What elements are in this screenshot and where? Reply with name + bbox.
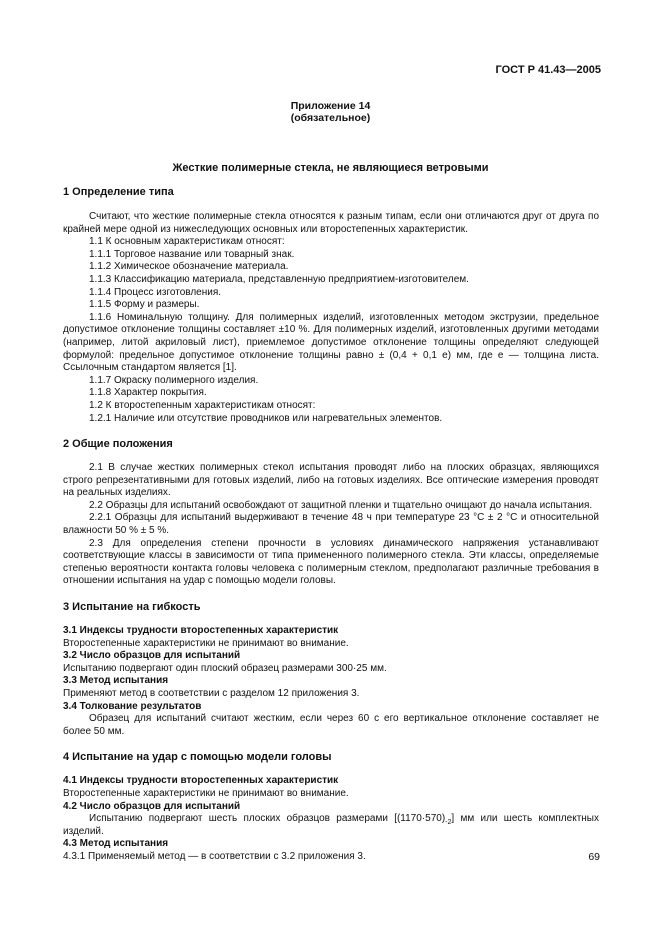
paragraph: 1.1.7 Окраску полимерного изделия. xyxy=(89,374,259,386)
subsection-heading: 3.4 Толкование результатов xyxy=(63,700,202,712)
subsection-heading: 3.3 Метод испытания xyxy=(63,675,169,687)
text-fragment: Испытанию подвергают шесть плоских образцов размерами [(1170·570) xyxy=(89,813,446,825)
paragraph: Образец для испытаний считают жестким, если через 60 с его вертикальное отклонение составляет не более 50 мм. xyxy=(63,713,599,737)
paragraph: 2.2 Образцы для испытаний освобождают от защитной пленки и тщательно очищают до начала испытания. xyxy=(89,499,593,511)
subsection-heading: 4.2 Число образцов для испытаний xyxy=(63,800,241,812)
paragraph: 1.2 К второстепенным характеристикам относят: xyxy=(89,399,316,411)
paragraph: Испытанию подвергают один плоский образец размерами 300·25 мм. xyxy=(63,662,387,674)
section-1-heading: 1 Определение типа xyxy=(63,186,174,198)
subsection-heading: 3.1 Индексы трудности второстепенных характеристик xyxy=(63,625,339,637)
paragraph: 1.1.8 Характер покрытия. xyxy=(89,387,207,399)
appendix-kind: (обязательное) xyxy=(290,112,371,124)
document-title: Жесткие полимерные стекла, не являющиеся ветровыми xyxy=(172,162,489,174)
paragraph: 1.1 К основным характеристикам относят: xyxy=(89,236,285,248)
paragraph xyxy=(63,813,599,838)
paragraph: 1.1.6 Номинальную толщину. Для полимерных изделий, изготовленных методом экструзии, предельное допустимое отклонение толщины составляет ±10 %. Для полимерных изделий, изготовленных другими методами (например, литой акриловый лист), приемлемое допустимое отклонение толщины определяют следующей формулой: предельное допустимое отклонение толщины равно ± (0,4 + 0,1 е) мм, где е — толщина листа. Ссылочным стандартом является [1]. xyxy=(63,311,599,374)
subscript: -2 xyxy=(445,819,452,827)
section-4-heading: 4 Испытание на удар с помощью модели головы xyxy=(63,751,332,764)
paragraph: 2.2.1 Образцы для испытаний выдерживают в течение 48 ч при температуре 23 °C ± 2 °C и относительной влажности 50 % ± 5 %. xyxy=(63,512,599,537)
paragraph: 4.3.1 Применяемый метод — в соответствии с 3.2 приложения 3. xyxy=(63,850,366,862)
paragraph: 1.1.4 Процесс изготовления. xyxy=(89,286,222,298)
subsection-heading: 4.1 Индексы трудности второстепенных характеристик xyxy=(63,775,339,787)
paragraph: Считают, что жесткие полимерные стекла относятся к разным типам, если они отличаются друг от друга по крайней мере одной из нижеследующих основных или второстепенных характеристик. xyxy=(63,211,599,235)
standard-number: ГОСТ Р 41.43—2005 xyxy=(495,64,601,76)
paragraph: 2.1 В случае жестких полимерных стекол испытания проводят либо на плоских образцах, являющихся строго репрезентативными для готовых изделий, либо на готовых изделиях. Все оптические измерения проводят на реальных изделиях. xyxy=(63,462,599,499)
section-2-heading: 2 Общие положения xyxy=(63,438,173,451)
paragraph: Второстепенные характеристики не принимают во внимание. xyxy=(63,787,349,799)
appendix-title: Приложение 14 xyxy=(290,100,371,112)
document-body xyxy=(63,186,599,864)
appendix-heading xyxy=(0,100,661,124)
paragraph: 2.3 Для определения степени прочности в условиях динамического напряжения устанавливают соответствующие классы в зависимости от типа примененного полимерного стекла. Эти классы, определяемые степенью вероятности контакта головы человека с полимерным стеклом, предполагают различные требования в отношении испытания на удар с помощью модели головы. xyxy=(63,537,599,587)
text-fragment: ] мм или шесть комплектных изделий. xyxy=(63,813,599,837)
page-number: 69 xyxy=(588,851,600,863)
section-3-heading: 3 Испытание на гибкость xyxy=(63,601,201,614)
paragraph: 1.1.5 Форму и размеры. xyxy=(89,299,200,311)
paragraph: 1.1.1 Торговое название или товарный знак. xyxy=(89,248,295,260)
subsection-heading: 3.2 Число образцов для испытаний xyxy=(63,650,241,662)
paragraph: 1.1.3 Классификацию материала, представленную предприятием-изготовителем. xyxy=(89,273,469,285)
paragraph: Применяют метод в соответствии с разделом 12 приложения 3. xyxy=(63,688,360,699)
paragraph: 1.2.1 Наличие или отсутствие проводников или нагревательных элементов. xyxy=(89,412,443,424)
paragraph: Второстепенные характеристики не принимают во внимание. xyxy=(63,637,349,649)
paragraph: 1.1.2 Химическое обозначение материала. xyxy=(89,261,289,273)
subsection-heading: 4.3 Метод испытания xyxy=(63,838,169,850)
